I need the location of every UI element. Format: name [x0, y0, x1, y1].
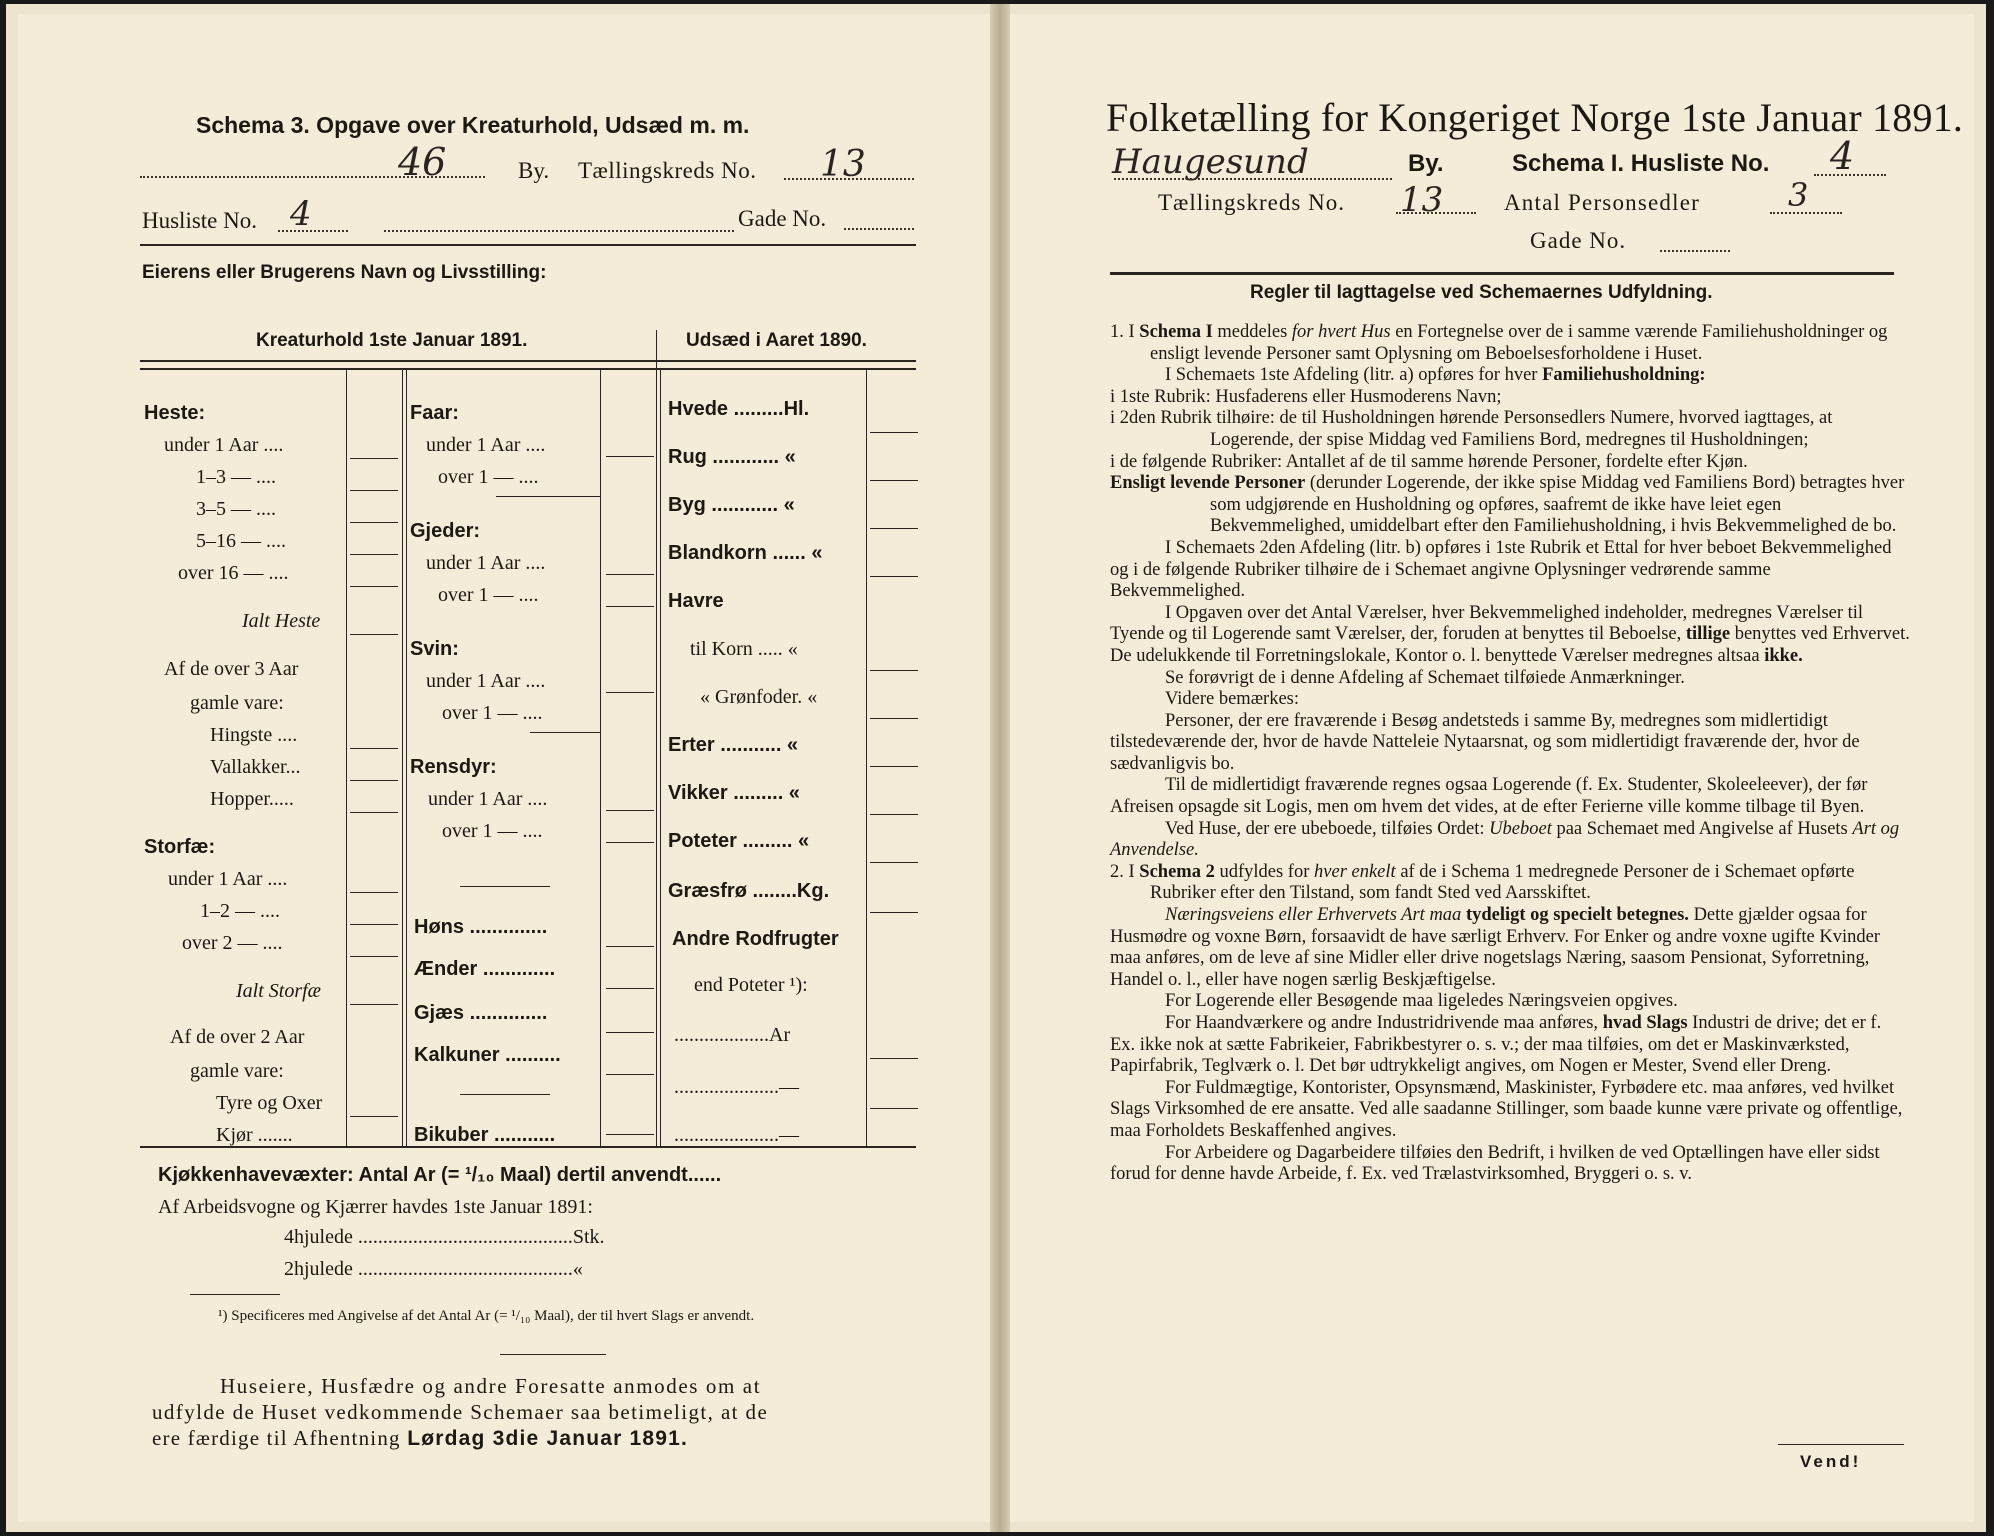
by-label: By.: [518, 158, 550, 183]
faar-u1: under 1 Aar ....: [426, 434, 546, 456]
bottom-line3-text: ere færdige til Afhentning: [152, 1426, 408, 1450]
gade-label: Gade No.: [738, 206, 827, 231]
schema1-label: Schema I. Husliste No.: [1512, 150, 1770, 177]
bottom-line2: udfylde de Huset vedkommende Schemaer saa betimeligt, at de: [152, 1400, 769, 1424]
bikuber: Bikuber ...........: [414, 1124, 556, 1146]
owner-label: Eierens eller Brugerens Navn og Livsstilling:: [142, 262, 547, 283]
right-kreds-label: Tællingskreds No.: [1158, 190, 1345, 215]
right-kreds-value: 13: [1400, 180, 1444, 220]
husliste-label: Husliste No.: [142, 208, 257, 233]
right-gade-label: Gade No.: [1530, 228, 1627, 253]
til-korn: til Korn ..... «: [690, 638, 798, 660]
vikker: Vikker ......... «: [668, 782, 800, 804]
bottom-line3-bold: Lørdag 3die Januar 1891.: [407, 1427, 689, 1450]
right-by-label: By.: [1408, 150, 1444, 177]
vend: Vend!: [1800, 1452, 1862, 1471]
census-title: Folketælling for Kongeriget Norge 1ste Januar 1891.: [1106, 95, 1964, 140]
vallakker: Vallakker...: [210, 756, 301, 778]
svin-u1: under 1 Aar ....: [426, 670, 546, 692]
af-over3: Af de over 3 Aar: [164, 658, 299, 680]
hingste: Hingste ....: [210, 724, 298, 746]
gamle-vare1: gamle vare:: [190, 692, 284, 714]
antal-label: Antal Personsedler: [1504, 190, 1700, 215]
faar-o1: over 1 — ....: [438, 466, 539, 488]
heste-1-3: 1–3 — ....: [196, 466, 276, 488]
hons: Høns ..............: [414, 916, 548, 938]
kalkuner: Kalkuner ..........: [414, 1044, 561, 1066]
heste-u1: under 1 Aar ....: [164, 434, 284, 456]
graesfro: Græsfrø ........Kg.: [668, 880, 830, 902]
svin-label: Svin:: [410, 638, 459, 660]
city-hand: Haugesund: [1112, 142, 1309, 182]
end-poteter: end Poteter ¹):: [694, 974, 808, 996]
head-udsaed: Udsæd i Aaret 1890.: [686, 330, 867, 351]
storfae-u1: under 1 Aar ....: [168, 868, 288, 890]
kjor: Kjør .......: [216, 1124, 293, 1146]
rensdyr-o1: over 1 — ....: [442, 820, 543, 842]
erter: Erter ........... «: [668, 734, 799, 756]
rod-line3: .....................—: [674, 1124, 799, 1146]
kreds-value: 13: [820, 144, 866, 185]
storfae-o2: over 2 — ....: [182, 932, 283, 954]
arbeid-line: Af Arbeidsvogne og Kjærrer havdes 1ste Januar 1891:: [158, 1196, 593, 1218]
kreds-label: Tællingskreds No.: [578, 158, 757, 183]
kjokken-line: [158, 1164, 721, 1187]
andre-rodfrugter: Andre Rodfrugter: [672, 928, 839, 950]
heste-3-5: 3–5 — ....: [196, 498, 276, 520]
rod-ar: ...................Ar: [674, 1024, 791, 1046]
gjaes: Gjæs ..............: [414, 1002, 548, 1024]
hopper: Hopper.....: [210, 788, 294, 810]
havre: Havre: [668, 590, 724, 612]
gjeder-o1: over 1 — ....: [438, 584, 539, 606]
footnote: ¹) Specificeres med Angivelse af det Antal Ar (= ¹/₁₀ Maal), der til hvert Slags er anvendt.: [218, 1308, 755, 1324]
ialt-storfae: Ialt Storfæ: [236, 980, 322, 1002]
bottom-line1: Huseiere, Husfædre og andre Foresatte anmodes om at: [220, 1374, 762, 1398]
gamle-vare2: gamle vare:: [190, 1060, 284, 1082]
heste-label: Heste:: [144, 402, 206, 424]
head-kreatur: Kreaturhold 1ste Januar 1891.: [256, 330, 528, 351]
schema3-title: Schema 3. Opgave over Kreaturhold, Udsæd m. m.: [196, 112, 750, 138]
storfae-label: Storfæ:: [144, 836, 216, 858]
rod-line2: .....................—: [674, 1076, 799, 1098]
svin-o1: over 1 — ....: [442, 702, 543, 724]
poteter: Poteter ......... «: [668, 830, 810, 852]
tyre-oxer: Tyre og Oxer: [216, 1092, 323, 1114]
antal-value: 3: [1788, 176, 1809, 214]
rug: Rug ............ «: [668, 446, 796, 468]
af-over2: Af de over 2 Aar: [170, 1026, 305, 1048]
gronfoder: « Grønfoder. «: [700, 686, 818, 708]
twowheel: 2hjulede ...........................................«: [284, 1258, 583, 1280]
kjokken-text: Kjøkkenhavevæxter: Antal Ar (= ¹/₁₀ Maal) dertil anvendt......: [158, 1164, 722, 1186]
ialt-heste: Ialt Heste: [242, 610, 321, 632]
heste-o16: over 16 — ....: [178, 562, 289, 584]
by-value: 46: [398, 140, 447, 184]
husliste-value: 4: [290, 194, 312, 234]
blandkorn: Blandkorn ...... «: [668, 542, 823, 564]
page-fold: [990, 4, 1010, 1532]
left-page: [18, 14, 990, 1522]
bottom-line3: [152, 1426, 688, 1451]
rensdyr-u1: under 1 Aar ....: [428, 788, 548, 810]
faar-label: Faar:: [410, 402, 459, 424]
right-husliste-value: 4: [1830, 134, 1855, 178]
byg: Byg ............ «: [668, 494, 795, 516]
heste-5-16: 5–16 — ....: [196, 530, 286, 552]
gjeder-u1: under 1 Aar ....: [426, 552, 546, 574]
rules-title: Regler til Iagttagelse ved Schemaernes Udfyldning.: [1250, 282, 1713, 303]
rules-text: 1. I Schema I meddeles for hvert Hus en Fortegnelse over de i samme værende Familiehusholdninger og ensligt levende Personer samt Oplysning om Beboelsesforholdene i Huset. I Schemaets 1ste Afdeling (litr. a) opføres for hver Familiehusholdning: i 1ste Rubrik: Husfaderens eller Husmoderens Navn; i 2den Rubrik tilhøire: de til Husholdningen hørende Personsedlers Numere, hvorved iagttages, at Logerende, der spise Middag ved Familiens Bord, medregnes til Husholdningen; i de følgende Rubriker: Antallet af de til samme hørende Personer, fordelte efter Kjøn. Ensligt levende Personer (derunder Logerende, der ikke spise Middag ved Familiens Bord) betragtes hver som udgjørende en Husholdning og opføres, saafremt de ikke have leiet egen Bekvemmelighed, umiddelbart efter den Familiehusholdning, i hvis Bekvemmelighed de bo. I Schemaets 2den Afdeling (litr. b) opføres i 1ste Rubrik et Ettal for hver beboet Bekvemmelighed og i de følgende Rubriker tilhøire de i Schemaet angivne Oplysninger vedrørende samme Bekvemmelighed. I Opgaven over det Antal Værelser, hver Bekvemmelighed indeholder, medregnes Værelser til Tyende og til Logerende samt Værelser, der, foruden at benyttes til Beboelse, tillige benyttes ved Erhvervet. De udelukkende til Forretningslokale, Kontor o. l. benyttede Værelser medregnes altsaa ikke. Se forøvrigt de i denne Afdeling af Schemaet tilføiede Anmærkninger. Videre bemærkes: Personer, der ere fraværende i Besøg andetsteds i samme By, medregnes som midlertidigt tilstedeværende der, hvor de havde Natteleie Nytaarsnat, og som midlertidigt fraværende der, hvor de sædvanligvis bo. Til de midlertidigt fraværende regnes ogsaa Logerende (f. Ex. Studenter, Skoleeleever), der før Afreisen opsagde sit Logis, men om hvem det vides, at de efter Ferierne ville komme tilbage til Byen. Ved Huse, der ere ubeboede, tilføies Ordet: Ubeboet paa Schemaet med Angivelse af Husets Art og Anvendelse. 2. I Schema 2 udfyldes for hver enkelt af de i Schema 1 medregnede Personer de i Schemaet opførte Rubriker efter den Tilstand, som fandt Sted ved Aarsskiftet. Næringsveiens eller Erhvervets Art maa tydeligt og specielt betegnes. Dette gjælder ogsaa for Husmødre og voxne Børn, forsaavidt de have særligt Erhverv. For Enker og andre voxne ugifte Kvinder maa anføres, om de leve af sine Midler eller drive nogetslags Næring, saasom Pensionat, Syforretning, Handel o. l., eller have nogen særlig Beskjæftigelse. For Logerende eller Besøgende maa ligeledes Næringsveien opgives. For Haandværkere og andre Industridrivende maa anføres, hvad Slags Industri de drive; det er f. Ex. ikke nok at sætte Fabrikeier, Fabrikbestyrer o. s. v.; der maa tilføies, om det er Maskinværksted, Papirfabrik, Teglværk o. l. Det bør udtrykkeligt angives, om Nogen er Mester, Svend eller Dreng. For Fuldmægtige, Kontorister, Opsynsmænd, Maskinister, Fyrbødere etc. maa anføres, ved hvilket Slags Virksomhed de ere ansatte. Ved alle saadanne Stillinger, som baade kunne være private og offentlige, maa Forholdets Beskaffenhed angives. For Arbeidere og Dagarbeidere tilføies den Bedrift, i hvilken de ved Optællingen have eller sidst forud for denne havde Arbeide, f. Ex. ved Trælastvirksomhed, Bryggeri o. s. v.: [1110, 322, 1910, 1185]
gjeder-label: Gjeder:: [410, 520, 481, 542]
aender: Ænder .............: [414, 958, 556, 980]
hvede: Hvede .........Hl.: [668, 398, 810, 420]
rensdyr-label: Rensdyr:: [410, 756, 497, 778]
storfae-1-2: 1–2 — ....: [200, 900, 280, 922]
fourwheel: 4hjulede ...........................................Stk.: [284, 1226, 605, 1248]
